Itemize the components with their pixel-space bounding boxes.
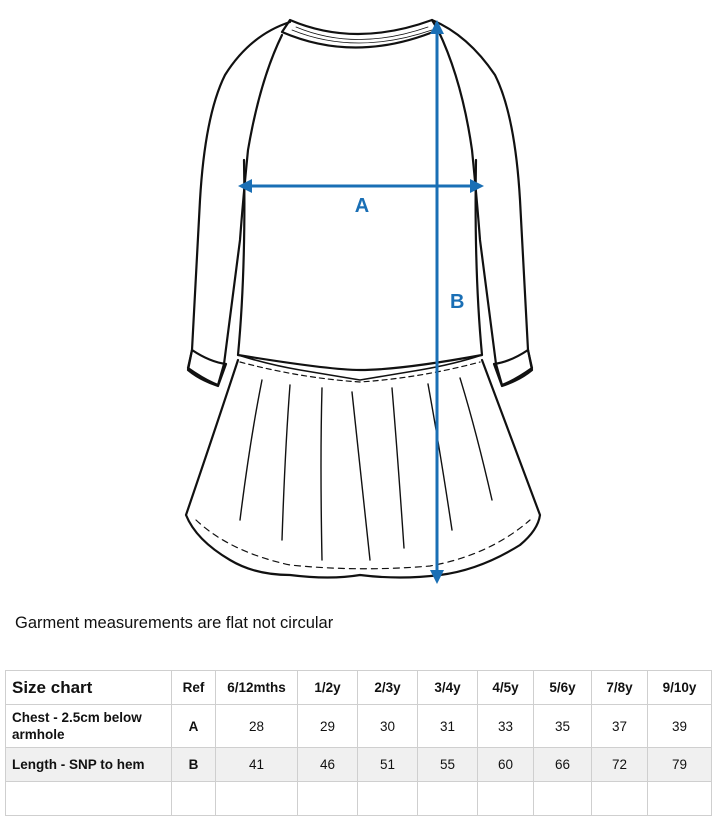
table-cell: 46 (298, 748, 358, 782)
table-cell (534, 782, 592, 816)
left-cuff (188, 350, 226, 386)
table-cell (648, 782, 712, 816)
waist-seam (238, 355, 482, 380)
right-sleeve (432, 20, 532, 385)
row-ref: A (172, 705, 216, 748)
table-cell: 51 (358, 748, 418, 782)
table-cell (172, 782, 216, 816)
size-header: 2/3y (358, 671, 418, 705)
table-cell: 39 (648, 705, 712, 748)
table-cell (298, 782, 358, 816)
measure-b-arrow-bottom (430, 570, 444, 584)
table-cell (418, 782, 478, 816)
size-header: 7/8y (592, 671, 648, 705)
table-cell: 60 (478, 748, 534, 782)
table-cell: 79 (648, 748, 712, 782)
table-title: Size chart (6, 671, 172, 705)
table-cell: 66 (534, 748, 592, 782)
table-cell: 72 (592, 748, 648, 782)
skirt (186, 360, 540, 578)
table-header-row (6, 671, 712, 705)
table-cell (358, 782, 418, 816)
table-row (6, 705, 712, 748)
table-cell: 41 (216, 748, 298, 782)
size-header: 6/12mths (216, 671, 298, 705)
table-cell: 30 (358, 705, 418, 748)
table-row-empty (6, 782, 712, 816)
size-header: 3/4y (418, 671, 478, 705)
table-cell (216, 782, 298, 816)
measurement-note: Garment measurements are flat not circular (15, 614, 334, 632)
ref-header: Ref (172, 671, 216, 705)
size-header: 5/6y (534, 671, 592, 705)
table-cell (592, 782, 648, 816)
measure-a-label: A (354, 195, 370, 217)
size-header: 9/10y (648, 671, 712, 705)
measure-b-label: B (450, 291, 465, 313)
size-header: 4/5y (478, 671, 534, 705)
table-cell: 31 (418, 705, 478, 748)
table-cell: 35 (534, 705, 592, 748)
table-cell: 28 (216, 705, 298, 748)
row-label: Chest - 2.5cm below armhole (6, 705, 172, 748)
table-row (6, 748, 712, 782)
table-cell (6, 782, 172, 816)
row-label: Length - SNP to hem (6, 748, 172, 782)
row-ref: B (172, 748, 216, 782)
table-cell (478, 782, 534, 816)
table-cell: 37 (592, 705, 648, 748)
table-cell: 29 (298, 705, 358, 748)
size-header: 1/2y (298, 671, 358, 705)
table-cell: 33 (478, 705, 534, 748)
table-cell: 55 (418, 748, 478, 782)
right-cuff (494, 350, 532, 386)
size-chart-table (5, 670, 712, 816)
bodice (238, 160, 482, 370)
